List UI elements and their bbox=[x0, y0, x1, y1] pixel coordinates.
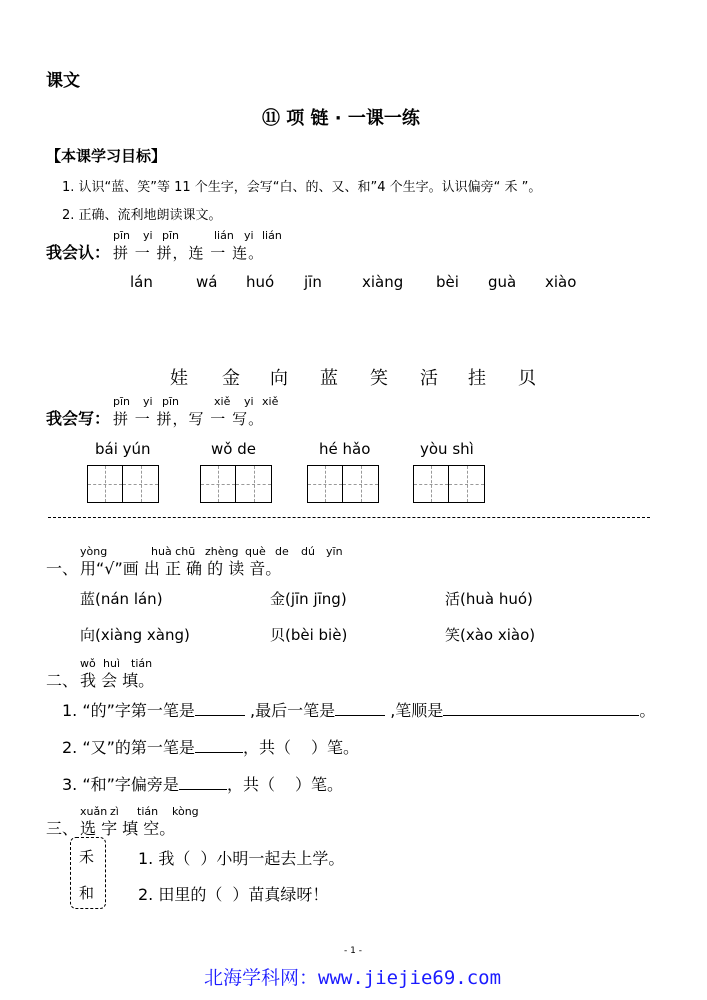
pinyin: dú bbox=[301, 545, 315, 558]
page-title: ⑪ 项 链 · 一课一练 bbox=[262, 108, 420, 129]
pinyin: tián bbox=[131, 657, 153, 670]
choice-character[interactable]: 和 bbox=[79, 884, 95, 902]
q2-text-part: 2. “又”的第一笔是 bbox=[62, 738, 195, 757]
q3-sentence-1 bbox=[138, 846, 344, 869]
pinyin: de bbox=[275, 545, 289, 558]
character: 笑 bbox=[370, 368, 388, 389]
q1-option[interactable]: 活(huà huó) bbox=[445, 590, 533, 608]
q1-label: 一、 bbox=[46, 559, 79, 578]
q2-text-part: ，共（ bbox=[226, 775, 275, 794]
pinyin: pīn bbox=[113, 395, 131, 408]
pinyin: pīn bbox=[162, 229, 180, 242]
answer-blank[interactable] bbox=[443, 715, 639, 716]
recognize-label: 我会认： bbox=[46, 243, 111, 262]
q2-text: 我 会 填。 bbox=[80, 671, 155, 690]
answer-blank[interactable] bbox=[195, 715, 245, 716]
q2-text-part: 1. “的”字第一笔是 bbox=[62, 701, 195, 720]
pinyin: pīn bbox=[162, 395, 180, 408]
pinyin: yi bbox=[244, 395, 254, 408]
q2-item-2 bbox=[62, 735, 359, 758]
q2-item-3 bbox=[62, 772, 343, 795]
goal-item-2: 2. 正确、流利地朗读课文。 bbox=[62, 208, 222, 223]
write-word: yòu shì bbox=[420, 440, 474, 458]
q2-text-part: ）笔。 bbox=[294, 775, 343, 794]
pinyin: lián bbox=[214, 229, 234, 242]
pinyin: yīn bbox=[326, 545, 343, 558]
section-label: 课文 bbox=[46, 71, 80, 91]
q2-text-part: 3. “和”字偏旁是 bbox=[62, 775, 179, 794]
page-number: - 1 - bbox=[344, 946, 362, 956]
write-word: bái yún bbox=[95, 440, 151, 458]
character: 娃 bbox=[170, 368, 188, 389]
choice-character[interactable]: 禾 bbox=[79, 848, 95, 866]
pinyin-word: jīn bbox=[304, 273, 322, 291]
divider bbox=[48, 517, 650, 518]
q1-option[interactable]: 金(jīn jīng) bbox=[270, 590, 347, 608]
pinyin-word: wá bbox=[196, 273, 218, 291]
pinyin: huì bbox=[103, 657, 120, 670]
q2-text-part: 。 bbox=[639, 701, 656, 720]
q2-item-1 bbox=[62, 698, 655, 721]
pinyin: xiě bbox=[262, 395, 279, 408]
pinyin: pīn bbox=[113, 229, 131, 242]
pinyin: huà chū bbox=[151, 545, 196, 558]
character: 向 bbox=[270, 368, 288, 389]
q1-option[interactable]: 蓝(nán lán) bbox=[80, 590, 163, 608]
pinyin: yòng bbox=[80, 545, 108, 558]
pinyin: yi bbox=[244, 229, 254, 242]
character: 挂 bbox=[468, 368, 486, 389]
q2-text-part: ,最后一笔是 bbox=[244, 701, 336, 720]
q2-label: 二、 bbox=[46, 671, 79, 690]
goal-item-1: 1. 认识“蓝、笑”等 11 个生字，会写“白、的、又、和”4 个生字。认识偏旁“ 禾 ”。 bbox=[62, 180, 542, 195]
pinyin: zì bbox=[110, 805, 119, 818]
writing-grid[interactable] bbox=[200, 465, 272, 503]
footer-brand: 北海学科网：www.jiejie69.com bbox=[204, 967, 502, 989]
q3-text-part: 1. 我（ bbox=[138, 849, 191, 868]
q3-text-part: ）小明一起去上学。 bbox=[200, 849, 345, 868]
q3-text-part: 2. 田里的（ bbox=[138, 885, 223, 904]
q3-sentence-2 bbox=[138, 882, 328, 905]
pinyin: lián bbox=[262, 229, 282, 242]
writing-grid[interactable] bbox=[307, 465, 379, 503]
goals-heading: 【本课学习目标】 bbox=[46, 147, 167, 165]
character: 蓝 bbox=[320, 368, 338, 389]
q2-text-part: ，共（ bbox=[242, 738, 291, 757]
write-word: hé hǎo bbox=[319, 440, 371, 458]
q3-text: 选 字 填 空。 bbox=[80, 819, 176, 838]
write-word: wǒ de bbox=[211, 440, 256, 458]
answer-blank[interactable] bbox=[335, 715, 385, 716]
writing-grid[interactable] bbox=[87, 465, 159, 503]
answer-blank[interactable] bbox=[195, 752, 243, 753]
q3-label: 三、 bbox=[46, 819, 79, 838]
pinyin: wǒ bbox=[80, 657, 96, 670]
pinyin-word: bèi bbox=[436, 273, 459, 291]
q2-text-part: ）笔。 bbox=[310, 738, 359, 757]
pinyin: xuǎn bbox=[80, 805, 108, 818]
writing-grid[interactable] bbox=[413, 465, 485, 503]
pinyin-word: lán bbox=[130, 273, 153, 291]
write-label: 我会写： bbox=[46, 409, 111, 428]
pinyin: xiě bbox=[214, 395, 231, 408]
q1-option[interactable]: 向(xiàng xàng) bbox=[80, 626, 190, 644]
pinyin: què bbox=[245, 545, 266, 558]
write-instruction: 拼 一 拼，写 一 写。 bbox=[113, 410, 265, 428]
pinyin: kòng bbox=[172, 805, 199, 818]
pinyin-word: huó bbox=[246, 273, 275, 291]
q2-text-part: ,笔顺是 bbox=[385, 701, 444, 720]
pinyin-word: xiàng bbox=[362, 273, 404, 291]
character: 金 bbox=[222, 368, 240, 389]
answer-blank[interactable] bbox=[179, 789, 227, 790]
pinyin: yi bbox=[143, 229, 153, 242]
pinyin: tián bbox=[137, 805, 159, 818]
character: 贝 bbox=[518, 368, 536, 389]
pinyin-word: guà bbox=[488, 273, 517, 291]
q1-text: 用“√”画 出 正 确 的 读 音。 bbox=[80, 559, 282, 578]
pinyin: yi bbox=[143, 395, 153, 408]
q1-option[interactable]: 贝(bèi biè) bbox=[270, 626, 348, 644]
q1-option[interactable]: 笑(xào xiào) bbox=[445, 626, 536, 644]
recognize-instruction: 拼 一 拼，连 一 连。 bbox=[113, 244, 265, 262]
character: 活 bbox=[420, 368, 438, 389]
pinyin-word: xiào bbox=[545, 273, 577, 291]
q3-text-part: ）苗真绿呀！ bbox=[232, 885, 329, 904]
pinyin: zhèng bbox=[205, 545, 239, 558]
